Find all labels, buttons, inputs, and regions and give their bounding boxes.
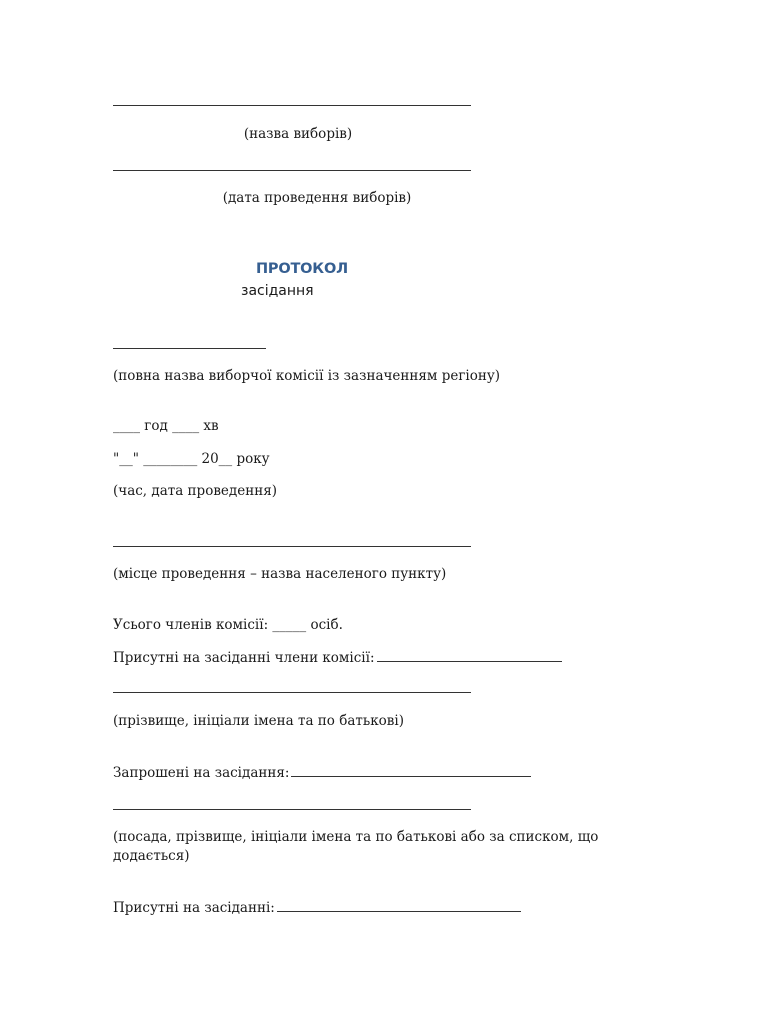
commission-name-blank xyxy=(113,348,266,349)
invited-caption: (посада, прізвище, ініціали імена та по батькові або за списком, що додається) xyxy=(113,829,599,864)
invited-line xyxy=(113,764,531,782)
document-title: ПРОТОКОЛ xyxy=(256,261,348,277)
meeting-place-caption: (місце проведення – назва населеного пункту) xyxy=(113,566,447,582)
meeting-place-blank xyxy=(113,546,471,547)
election-name-blank xyxy=(113,105,471,106)
present-blank xyxy=(277,899,521,912)
election-date-blank xyxy=(113,170,471,171)
invited-blank xyxy=(291,764,531,777)
meeting-time-date-caption: (час, дата проведення) xyxy=(113,483,277,499)
present-members-blank xyxy=(377,649,562,662)
present-label: Присутні на засіданні: xyxy=(113,900,275,916)
document-subtitle: засідання xyxy=(241,283,314,299)
meeting-date-line: "__" ________ 20__ року xyxy=(113,451,270,467)
invited-label: Запрошені на засідання: xyxy=(113,765,290,781)
meeting-time-line: ____ год ____ хв xyxy=(113,418,219,434)
invited-blank-2 xyxy=(113,809,471,810)
present-members-label: Присутні на засіданні члени комісії: xyxy=(113,650,375,666)
present-members-line xyxy=(113,649,562,667)
commission-name-caption: (повна назва виборчої комісії із зазначенням регіону) xyxy=(113,368,501,384)
present-members-blank-2 xyxy=(113,692,471,693)
election-name-caption: (назва виборів) xyxy=(243,126,353,142)
present-line xyxy=(113,899,521,917)
total-members-line: Усього членів комісії: _____ осіб. xyxy=(113,617,343,633)
present-members-caption: (прізвище, ініціали імена та по батькові) xyxy=(113,713,404,729)
election-date-caption: (дата проведення виборів) xyxy=(222,190,412,206)
